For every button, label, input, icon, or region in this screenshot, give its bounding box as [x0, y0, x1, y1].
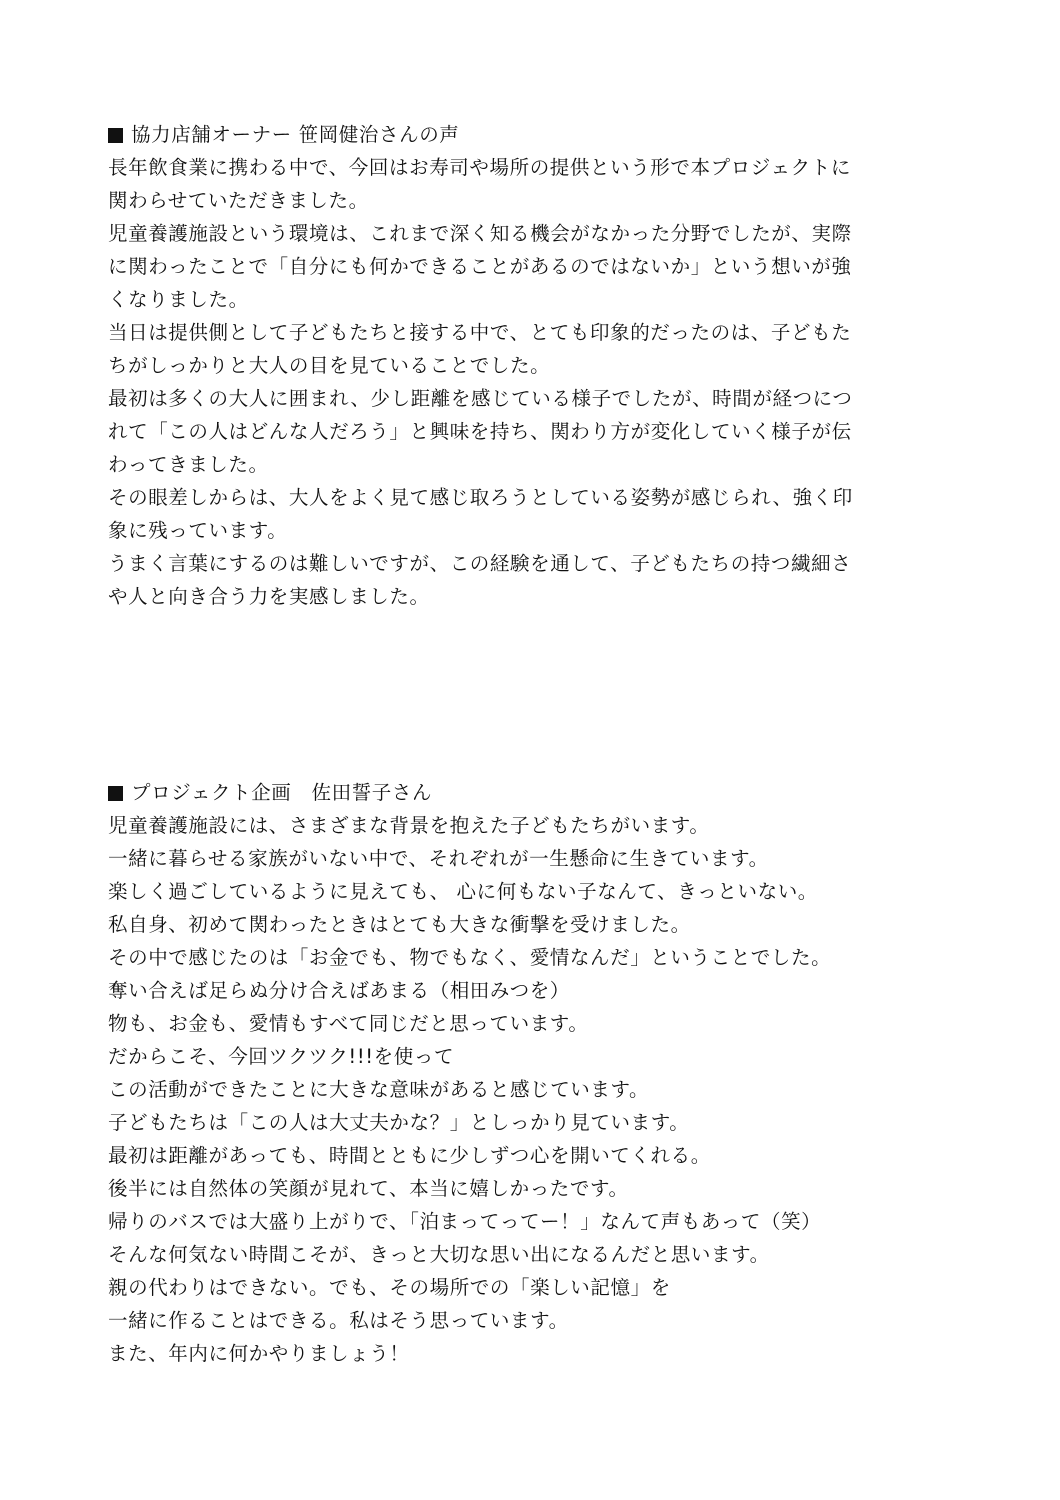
- paragraph-line: 児童養護施設には、さまざまな背景を抱えた子どもたちがいます。: [108, 814, 710, 837]
- paragraph-line: れて「この人はどんな人だろう」と興味を持ち、関わり方が変化していく様子が伝: [108, 420, 852, 443]
- paragraph-line: だからこそ、今回ツクツク!!!を使って: [108, 1045, 455, 1068]
- black-square-bullet-icon: [108, 786, 123, 801]
- paragraph-line: 児童養護施設という環境は、これまで深く知る機会がなかった分野でしたが、実際: [108, 222, 852, 245]
- paragraph-line: 楽しく過ごしているように見えても、 心に何もない子なんて、きっといない。: [108, 880, 818, 903]
- paragraph-line: 当日は提供側として子どもたちと接する中で、とても印象的だったのは、子どもた: [108, 321, 852, 344]
- paragraph-line: 最初は距離があっても、時間とともに少しずつ心を開いてくれる。: [108, 1144, 711, 1167]
- heading-text: プロジェクト企画 佐田誓子さん: [131, 781, 433, 804]
- paragraph-line: 子どもたちは「この人は大丈夫かな？」としっかり見ています。: [108, 1111, 690, 1134]
- paragraph-line: 長年飲食業に携わる中で、今回はお寿司や場所の提供という形で本プロジェクトに: [108, 156, 851, 179]
- paragraph-line: ちがしっかりと大人の目を見ていることでした。: [108, 354, 551, 377]
- paragraph-line: 関わらせていただきました。: [108, 189, 369, 212]
- paragraph-line: 象に残っています。: [108, 519, 288, 542]
- section-heading: [108, 118, 988, 151]
- owner-testimonial-section: [108, 118, 988, 613]
- section-heading: [108, 776, 988, 809]
- paragraph-line: そんな何気ない時間こそが、きっと大切な思い出になるんだと思います。: [108, 1243, 770, 1266]
- paragraph-line: くなりました。: [108, 288, 249, 311]
- paragraph-line: 物も、お金も、愛情もすべて同じだと思っています。: [108, 1012, 589, 1035]
- paragraph-line: うまく言葉にするのは難しいですが、この経験を通して、子どもたちの持つ繊細さ: [108, 552, 852, 575]
- paragraph-line: に関わったことで「自分にも何かできることがあるのではないか」という想いが強: [108, 255, 852, 278]
- paragraph-line: 一緒に暮らせる家族がいない中で、それぞれが一生懸命に生きています。: [108, 847, 769, 870]
- paragraph-line: 親の代わりはできない。でも、その場所での「楽しい記憶」を: [108, 1276, 671, 1299]
- black-square-bullet-icon: [108, 128, 123, 143]
- paragraph-line: 最初は多くの大人に囲まれ、少し距離を感じている様子でしたが、時間が経つにつ: [108, 387, 853, 410]
- paragraph-line: 奪い合えば足らぬ分け合えばあまる（相田みつを）: [108, 979, 570, 1002]
- paragraph-line: 私自身、初めて関わったときはとても大きな衝撃を受けました。: [108, 913, 691, 936]
- paragraph-line: や人と向き合う力を実感しました。: [108, 585, 430, 608]
- paragraph-line: この活動ができたことに大きな意味があると感じています。: [108, 1078, 650, 1101]
- paragraph-line: その中で感じたのは「お金でも、物でもなく、愛情なんだ」ということでした。: [108, 946, 832, 969]
- paragraph-line: わってきました。: [108, 453, 269, 476]
- paragraph-line: また、年内に何かやりましょう！: [108, 1342, 410, 1365]
- project-planner-section: [108, 776, 988, 1370]
- paragraph-line: 後半には自然体の笑顔が見れて、本当に嬉しかったです。: [108, 1177, 629, 1200]
- paragraph-line: 一緒に作ることはできる。私はそう思っています。: [108, 1309, 569, 1332]
- paragraph-line: 帰りのバスでは大盛り上がりで、「泊まってってー！」なんて声もあって（笑）: [108, 1210, 822, 1233]
- paragraph-line: その眼差しからは、大人をよく見て感じ取ろうとしている姿勢が感じられ、強く印: [108, 486, 853, 509]
- heading-text: 協力店舗オーナー 笹岡健治さんの声: [131, 123, 460, 146]
